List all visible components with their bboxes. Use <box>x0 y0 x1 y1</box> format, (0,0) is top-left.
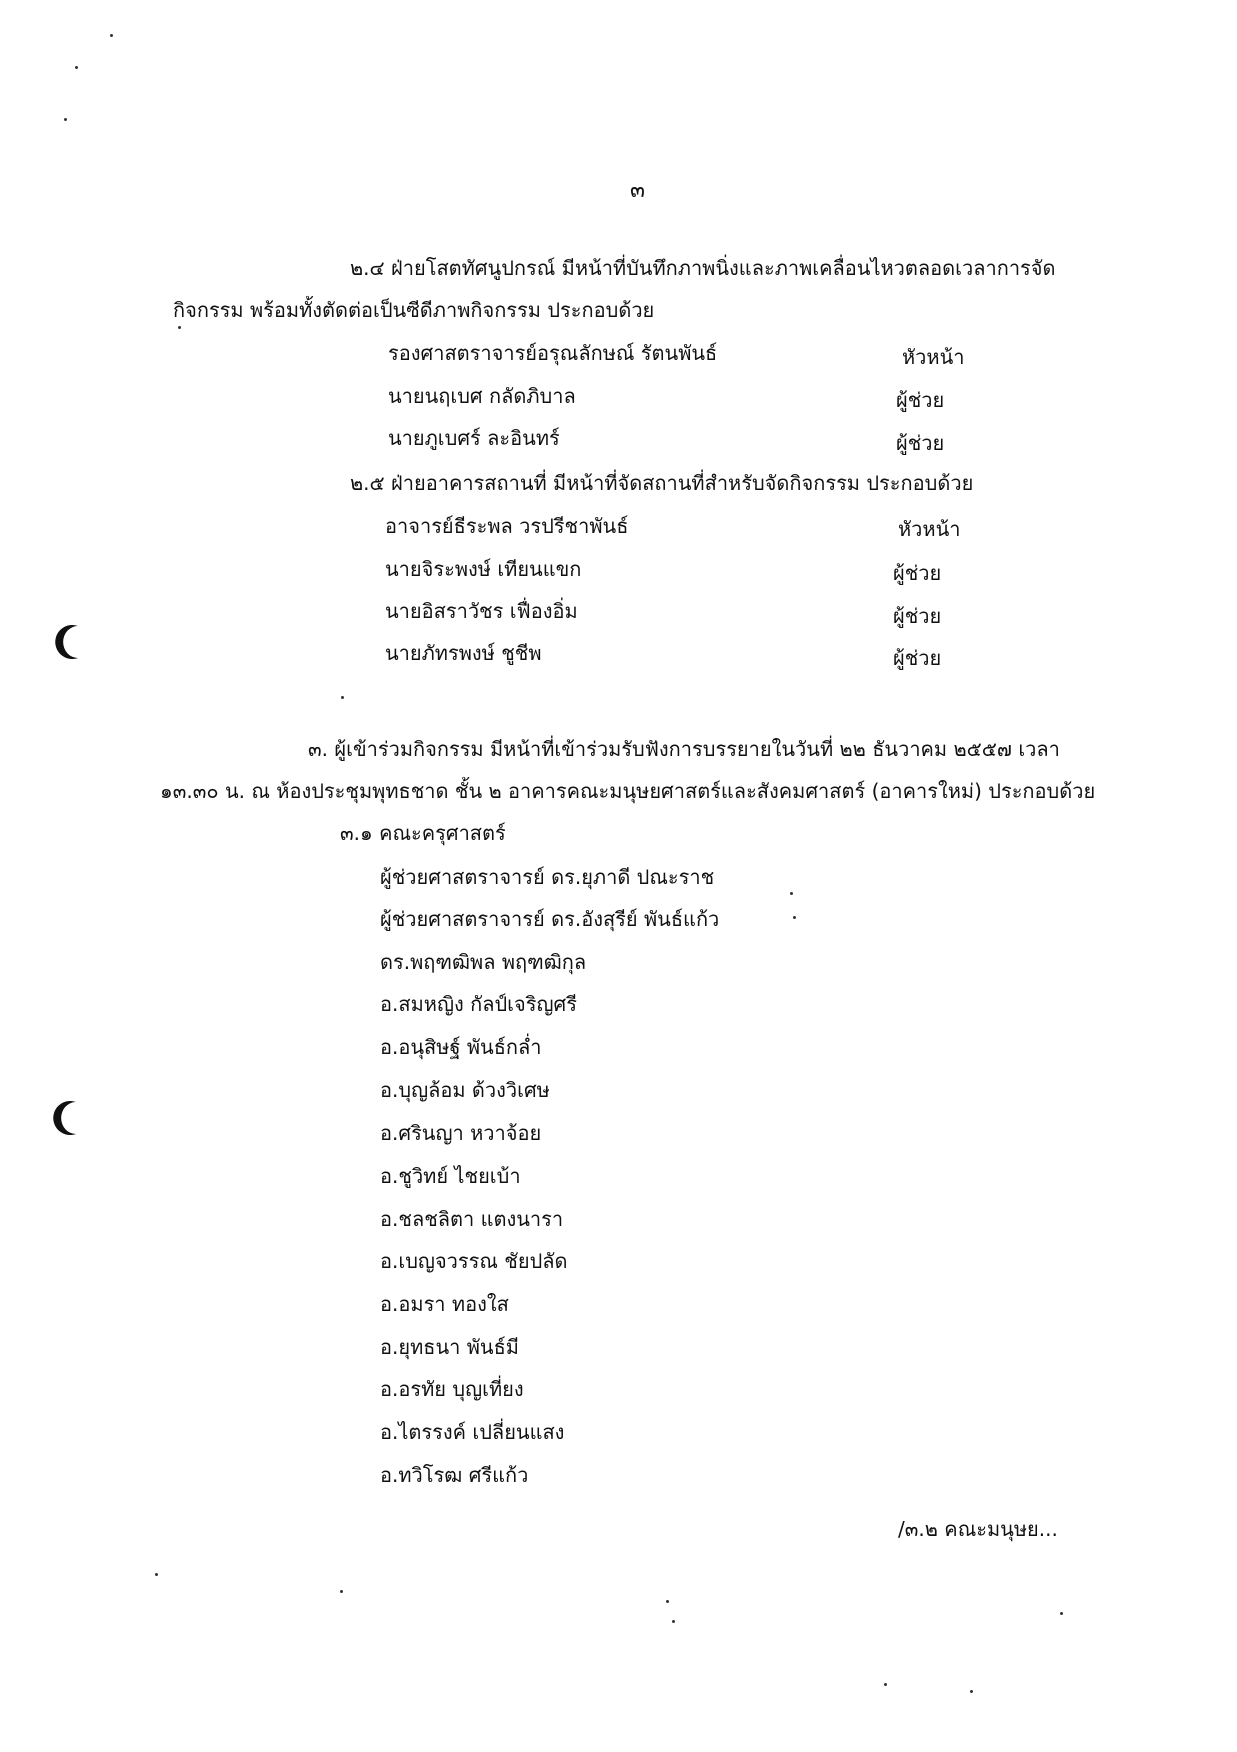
list-item: อ.ไตรรงค์ เปลี่ยนแสง <box>380 1420 565 1444</box>
member-name: อาจารย์ธีระพล วรปรีชาพันธ์ <box>385 514 629 538</box>
list-item: อ.ยุทธนา พันธ์มี <box>380 1335 519 1359</box>
list-item: ผู้ช่วยศาสตราจารย์ ดร.อังสุรีย์ พันธ์แก้ว <box>380 907 720 931</box>
list-item: อ.ศรินญา หวาจ้อย <box>380 1121 542 1145</box>
scan-speck <box>793 916 796 919</box>
list-item: อ.อมรา ทองใส <box>380 1292 509 1316</box>
scan-speck <box>790 892 793 895</box>
member-role: หัวหน้า <box>898 517 961 541</box>
scan-speck <box>178 326 181 329</box>
member-name: นายภูเบศร์ ละอินทร์ <box>388 426 560 450</box>
section-2-4-line2: กิจกรรม พร้อมทั้งตัดต่อเป็นซีดีภาพกิจกรรม ประกอบด้วย <box>173 298 655 322</box>
list-item: อ.ชูวิทย์ ไชยเบ้า <box>380 1164 521 1188</box>
punch-hole-mark-bottom <box>48 1098 88 1138</box>
list-item: อ.อนุสิษฐ์ พันธ์กล่ำ <box>380 1035 542 1059</box>
scan-speck <box>110 34 113 37</box>
scan-speck <box>64 118 67 121</box>
list-item: อ.ทวิโรฒ ศรีแก้ว <box>380 1463 529 1487</box>
list-item: อ.สมหญิง กัลป์เจริญศรี <box>380 992 577 1016</box>
member-role: ผู้ช่วย <box>893 604 942 628</box>
section-2-4-line1: ๒.๔ ฝ่ายโสตทัศนูปกรณ์ มีหน้าที่บันทึกภาพนิ่งและภาพเคลื่อนไหวตลอดเวลาการจัด <box>350 256 1056 280</box>
list-item: อ.เบญจวรรณ ชัยปลัด <box>380 1249 568 1273</box>
list-item: อ.ชลชลิตา แตงนารา <box>380 1207 564 1231</box>
scan-speck <box>75 66 78 69</box>
member-name: รองศาสตราจารย์อรุณลักษณ์ รัตนพันธ์ <box>388 341 718 365</box>
member-name: นายนฤเบศ กลัดภิบาล <box>388 384 576 408</box>
scan-speck <box>666 1600 669 1603</box>
list-item: ดร.พฤฑฒิพล พฤฑฒิกุล <box>380 950 587 974</box>
section-2-5-line1: ๒.๕ ฝ่ายอาคารสถานที่ มีหน้าที่จัดสถานที่สำหรับจัดกิจกรรม ประกอบด้วย <box>350 471 974 495</box>
scan-speck <box>672 1620 675 1623</box>
member-role: ผู้ช่วย <box>893 646 942 670</box>
member-role: ผู้ช่วย <box>896 388 945 412</box>
member-role: ผู้ช่วย <box>896 431 945 455</box>
section-3-line2: ๑๓.๓๐ น. ณ ห้องประชุมพุทธชาด ชั้น ๒ อาคารคณะมนุษยศาสตร์และสังคมศาสตร์ (อาคารใหม่) ประกอบด้วย <box>160 779 1096 803</box>
member-name: นายอิสราวัชร เฟื่องอิ่ม <box>385 599 578 623</box>
subsection-3-1-heading: ๓.๑ คณะครุศาสตร์ <box>340 821 506 845</box>
scan-speck <box>884 1683 887 1686</box>
list-item: อ.อรทัย บุญเที่ยง <box>380 1377 524 1401</box>
punch-hole-mark-top <box>50 622 90 662</box>
member-name: นายภัทรพงษ์ ชูชีพ <box>385 641 542 665</box>
member-name: นายจิระพงษ์ เทียนแขก <box>385 557 582 581</box>
scan-speck <box>341 696 344 699</box>
list-item: ผู้ช่วยศาสตราจารย์ ดร.ยุภาดี ปณะราช <box>380 865 715 889</box>
scan-speck <box>970 1690 973 1693</box>
continuation-text: /๓.๒ คณะมนุษย... <box>898 1517 1058 1541</box>
member-role: หัวหน้า <box>902 345 965 369</box>
scan-speck <box>340 1590 343 1593</box>
section-3-line1: ๓. ผู้เข้าร่วมกิจกรรม มีหน้าที่เข้าร่วมรับฟังการบรรยายในวันที่ ๒๒ ธันวาคม ๒๕๕๗ เวลา <box>308 737 1060 761</box>
page-number: ๓ <box>630 178 646 203</box>
scan-speck <box>155 1573 158 1576</box>
list-item: อ.บุญล้อม ด้วงวิเศษ <box>380 1078 550 1102</box>
scan-speck <box>1060 1612 1063 1615</box>
member-role: ผู้ช่วย <box>893 561 942 585</box>
